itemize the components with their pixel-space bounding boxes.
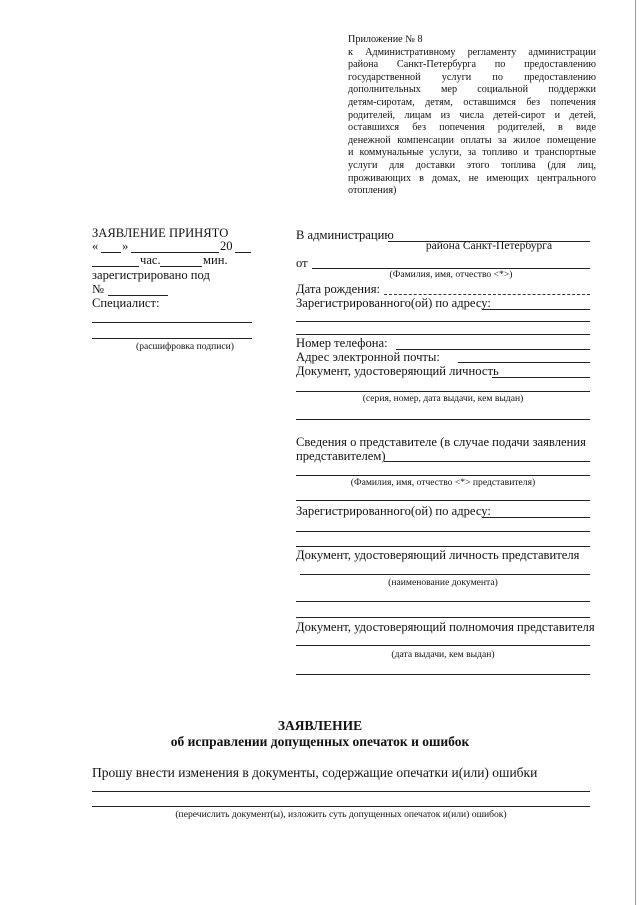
- representative-authority-field[interactable]: [296, 645, 590, 646]
- quote-close: »: [122, 239, 129, 253]
- documents-list-caption: (перечислить документ(ы), изложить суть допущенных опечаток и(или) ошибок): [175, 809, 507, 820]
- appendix-line: проживающих в домах, не имеющих центрального: [348, 172, 596, 184]
- representative-fio-caption: (Фамилия, имя, отчество <*> представителя): [350, 477, 536, 488]
- appendix-line: услуги для доставки этого топлива (для лиц,: [348, 159, 596, 171]
- minutes-field[interactable]: [160, 266, 202, 267]
- documents-list-line-2[interactable]: [92, 806, 590, 807]
- id-document-field[interactable]: [492, 377, 590, 378]
- id-document-label: Документ, удостоверяющий личность: [296, 364, 499, 378]
- representative-id-line-2[interactable]: [296, 601, 590, 602]
- accepted-title: ЗАЯВЛЕНИЕ ПРИНЯТО: [92, 226, 229, 240]
- from-label: от: [296, 256, 308, 270]
- appendix-line: района Санкт-Петербурга по предоставлению: [348, 59, 596, 71]
- applicant-address-field[interactable]: [482, 309, 590, 310]
- statement-title: ЗАЯВЛЕНИЕ: [277, 718, 363, 733]
- signature-caption: (расшифровка подписи): [136, 341, 234, 352]
- representative-field[interactable]: [384, 461, 590, 462]
- statement-request: Прошу внести изменения в документы, содержащие опечатки и(или) ошибки: [92, 765, 538, 780]
- appendix-line: оставшихся без попечения родителей, в виде: [348, 122, 596, 134]
- representative-line[interactable]: [296, 500, 590, 501]
- representative-address-label: Зарегистрированного(ой) по адресу:: [296, 504, 491, 518]
- to-admin-label: В администрацию: [296, 228, 394, 242]
- applicant-address-label: Зарегистрированного(ой) по адресу:: [296, 296, 491, 310]
- appendix-line: дополнительных мер социальной поддержки: [348, 84, 596, 96]
- birth-date-field[interactable]: [384, 294, 590, 295]
- representative-doc-name-caption: (наименование документа): [388, 577, 498, 588]
- registered-label: зарегистрировано под: [92, 268, 210, 282]
- appendix-line: отопления): [348, 185, 397, 197]
- appendix-title: Приложение № 8: [348, 34, 423, 45]
- minutes-label: мин.: [203, 253, 228, 267]
- birth-date-label: Дата рождения:: [296, 282, 380, 296]
- phone-label: Номер телефона:: [296, 336, 388, 350]
- signature-field[interactable]: [92, 322, 252, 323]
- appendix-line: родителей, лицам из числа детей-сирот и детей,: [348, 109, 596, 121]
- representative-id-label: Документ, удостоверяющий личность представителя: [296, 548, 580, 562]
- day-field[interactable]: [101, 252, 121, 253]
- applicant-fio-caption: (Фамилия, имя, отчество <*>): [389, 269, 513, 280]
- representative-address-field[interactable]: [482, 517, 590, 518]
- specialist-label: Специалист:: [92, 296, 160, 310]
- applicant-address-line-3[interactable]: [296, 334, 590, 335]
- applicant-address-line-2[interactable]: [296, 321, 590, 322]
- quote-open: «: [92, 239, 99, 253]
- representative-info-line1: Сведения о представителе (в случае подачи заявления: [296, 435, 586, 449]
- page-right-edge: [635, 0, 636, 905]
- hours-label: час.: [140, 253, 161, 267]
- year-field[interactable]: [235, 252, 251, 253]
- statement-subtitle: об исправлении допущенных опечаток и ошибок: [170, 734, 470, 749]
- appendix-block: [348, 34, 596, 198]
- representative-authority-label: Документ, удостоверяющий полномочия представителя: [296, 620, 595, 634]
- hours-field[interactable]: [92, 266, 139, 267]
- district-label: района Санкт-Петербурга: [425, 240, 553, 252]
- year-prefix: 20: [220, 239, 233, 253]
- email-field[interactable]: [458, 362, 590, 363]
- representative-address-line-2[interactable]: [296, 531, 590, 532]
- id-document-line-2[interactable]: [296, 391, 590, 392]
- representative-authority-caption: (дата выдачи, кем выдан): [391, 649, 495, 660]
- appendix-line: детям-сиротам, детям, оставшимся без попечения: [348, 96, 596, 108]
- representative-info-line2: представителем): [296, 449, 386, 463]
- documents-list-field[interactable]: [92, 791, 590, 792]
- email-label: Адрес электронной почты:: [296, 350, 440, 364]
- representative-authority-line-2[interactable]: [296, 674, 590, 675]
- representative-address-line-3[interactable]: [296, 546, 590, 547]
- number-label: №: [92, 282, 105, 296]
- representative-id-line-3[interactable]: [296, 617, 590, 618]
- id-document-caption: (серия, номер, дата выдачи, кем выдан): [362, 393, 524, 404]
- appendix-line: и коммунальные услуги, за топливо и транспортные: [348, 147, 596, 159]
- signature-decoding-field[interactable]: [92, 338, 252, 339]
- appendix-line: к Административному регламенту администрации: [348, 46, 596, 58]
- representative-id-field[interactable]: [300, 574, 590, 575]
- representative-name-field[interactable]: [296, 475, 590, 476]
- id-document-line-3[interactable]: [296, 419, 590, 420]
- appendix-line: государственной услуги по предоставлению: [348, 71, 596, 83]
- appendix-line: денежной компенсации оплаты за жилое помещение: [348, 134, 596, 146]
